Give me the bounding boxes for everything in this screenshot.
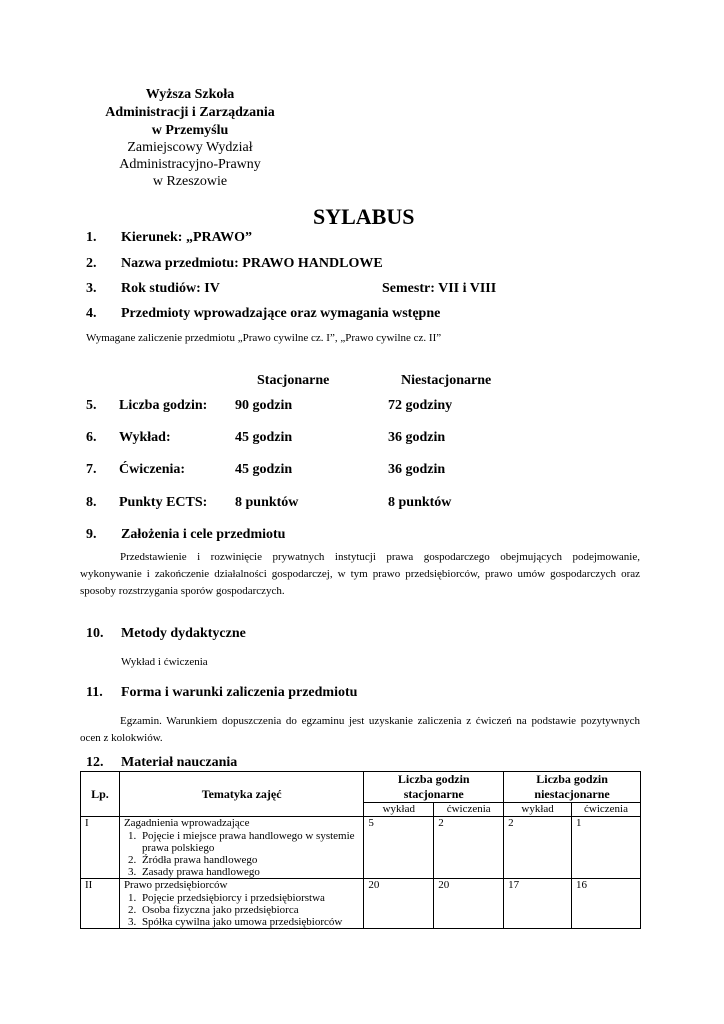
header-lecture: wykład — [364, 803, 434, 817]
section-heading-material: Materiał nauczania — [121, 755, 238, 770]
header-lecture: wykład — [504, 803, 572, 817]
hours-non-stationary: 8 punktów — [388, 495, 452, 510]
list-item: 1. Pojęcie przedsiębiorcy i przedsiębiorstwa — [127, 892, 325, 904]
cell-st-exercises: 2 — [434, 817, 504, 879]
item-number: 10. — [86, 626, 104, 641]
list-item: 1. Pojęcie i miejsce prawa handlowego w systemie prawa polskiego — [127, 830, 355, 854]
list-item: 3. Zasady prawa handlowego — [127, 866, 260, 878]
hours-label: Liczba godzin: — [119, 398, 208, 413]
list-item: 3. Spółka cywilna jako umowa przedsiębiorców — [127, 916, 343, 928]
header-non-stationary-hours: Liczba godzin niestacjonarne — [504, 772, 641, 803]
header-stationary-hours: Liczba godzin stacjonarne — [364, 772, 504, 803]
cell-st-lecture: 20 — [364, 879, 434, 929]
table-row — [81, 879, 641, 929]
hours-label: Wykład: — [119, 430, 171, 445]
cell-st-lecture: 5 — [364, 817, 434, 879]
semester: Semestr: VII i VIII — [382, 281, 497, 296]
item-number: 5. — [86, 398, 97, 413]
hours-non-stationary: 36 godzin — [388, 430, 446, 445]
header-exercises: ćwiczenia — [572, 803, 641, 817]
hours-stationary: 45 godzin — [235, 430, 293, 445]
cell-ns-lecture: 2 — [504, 817, 572, 879]
topic-title: Prawo przedsiębiorców — [123, 879, 228, 891]
header-line: w Rzeszowie — [152, 174, 228, 189]
document-title: SYLABUS — [313, 204, 415, 229]
hours-stationary: 90 godzin — [235, 398, 293, 413]
item-number: 3. — [86, 281, 97, 296]
field-of-study: Kierunek: „PRAWO” — [121, 230, 253, 245]
prerequisites-detail: Wymagane zaliczenie przedmiotu „Prawo cywilne cz. I”, „Prawo cywilne cz. II” — [86, 332, 442, 344]
section-heading-assessment: Forma i warunki zaliczenia przedmiotu — [121, 685, 358, 700]
stationary-heading: Stacjonarne — [257, 373, 330, 388]
topic-list — [124, 892, 359, 928]
goals-paragraph: Przedstawienie i rozwinięcie prywatnych instytucji prawa gospodarczego obejmujących podejmowanie, wykonywanie i zakończenie działalności gospodarczej, w tym prawo przedsiębiorców, prawo umów gospodarczych oraz sposoby rozstrzygania sporów gospodarczych. — [80, 551, 640, 597]
item-number: 12. — [86, 755, 104, 770]
hours-stationary: 45 godzin — [235, 462, 293, 477]
topic-title: Zagadnienia wprowadzające — [123, 817, 250, 829]
course-name: Nazwa przedmiotu: PRAWO HANDLOWE — [121, 256, 383, 271]
topic-list — [124, 830, 359, 878]
list-item: 2. Źródła prawa handlowego — [127, 854, 258, 866]
cell-ns-exercises: 1 — [572, 817, 641, 879]
prerequisites-heading: Przedmioty wprowadzające oraz wymagania wstępne — [121, 306, 441, 321]
section-heading-methods: Metody dydaktyczne — [121, 626, 246, 641]
section-heading-goals: Założenia i cele przedmiotu — [121, 527, 286, 542]
item-number: 8. — [86, 495, 97, 510]
hours-label: Punkty ECTS: — [119, 495, 208, 510]
item-number: 7. — [86, 462, 97, 477]
header-line: Administracyjno-Prawny — [119, 157, 261, 172]
methods-text: Wykład i ćwiczenia — [121, 656, 208, 668]
study-year: Rok studiów: IV — [121, 281, 220, 296]
header-exercises: ćwiczenia — [434, 803, 504, 817]
header-line: Zamiejscowy Wydział — [127, 140, 253, 155]
cell-st-exercises: 20 — [434, 879, 504, 929]
hours-non-stationary: 36 godzin — [388, 462, 446, 477]
row-lp: I — [81, 817, 120, 879]
header-line: Wyższa Szkoła — [145, 87, 235, 102]
header-lp: Lp. — [81, 772, 120, 817]
item-number: 9. — [86, 527, 97, 542]
hours-stationary: 8 punktów — [235, 495, 299, 510]
header-line: Administracji i Zarządzania — [105, 105, 275, 120]
item-number: 4. — [86, 306, 97, 321]
header-line: w Przemyślu — [151, 123, 229, 138]
table-row — [81, 817, 641, 879]
item-number: 11. — [86, 685, 103, 700]
row-topic — [119, 879, 363, 929]
item-number: 2. — [86, 256, 97, 271]
cell-ns-lecture: 17 — [504, 879, 572, 929]
assessment-paragraph: Egzamin. Warunkiem dopuszczenia do egzaminu jest uzyskanie zaliczenia z ćwiczeń na podstawie pozytywnych ocen z kolokwiów. — [80, 715, 640, 744]
item-number: 1. — [86, 230, 97, 245]
header-topic: Tematyka zajęć — [119, 772, 363, 817]
row-lp: II — [81, 879, 120, 929]
material-table — [80, 771, 641, 929]
cell-ns-exercises: 16 — [572, 879, 641, 929]
list-item: 2. Osoba fizyczna jako przedsiębiorca — [127, 904, 299, 916]
non-stationary-heading: Niestacjonarne — [401, 373, 492, 388]
hours-non-stationary: 72 godziny — [388, 398, 453, 413]
row-topic — [119, 817, 363, 879]
hours-label: Ćwiczenia: — [119, 462, 186, 477]
item-number: 6. — [86, 430, 97, 445]
